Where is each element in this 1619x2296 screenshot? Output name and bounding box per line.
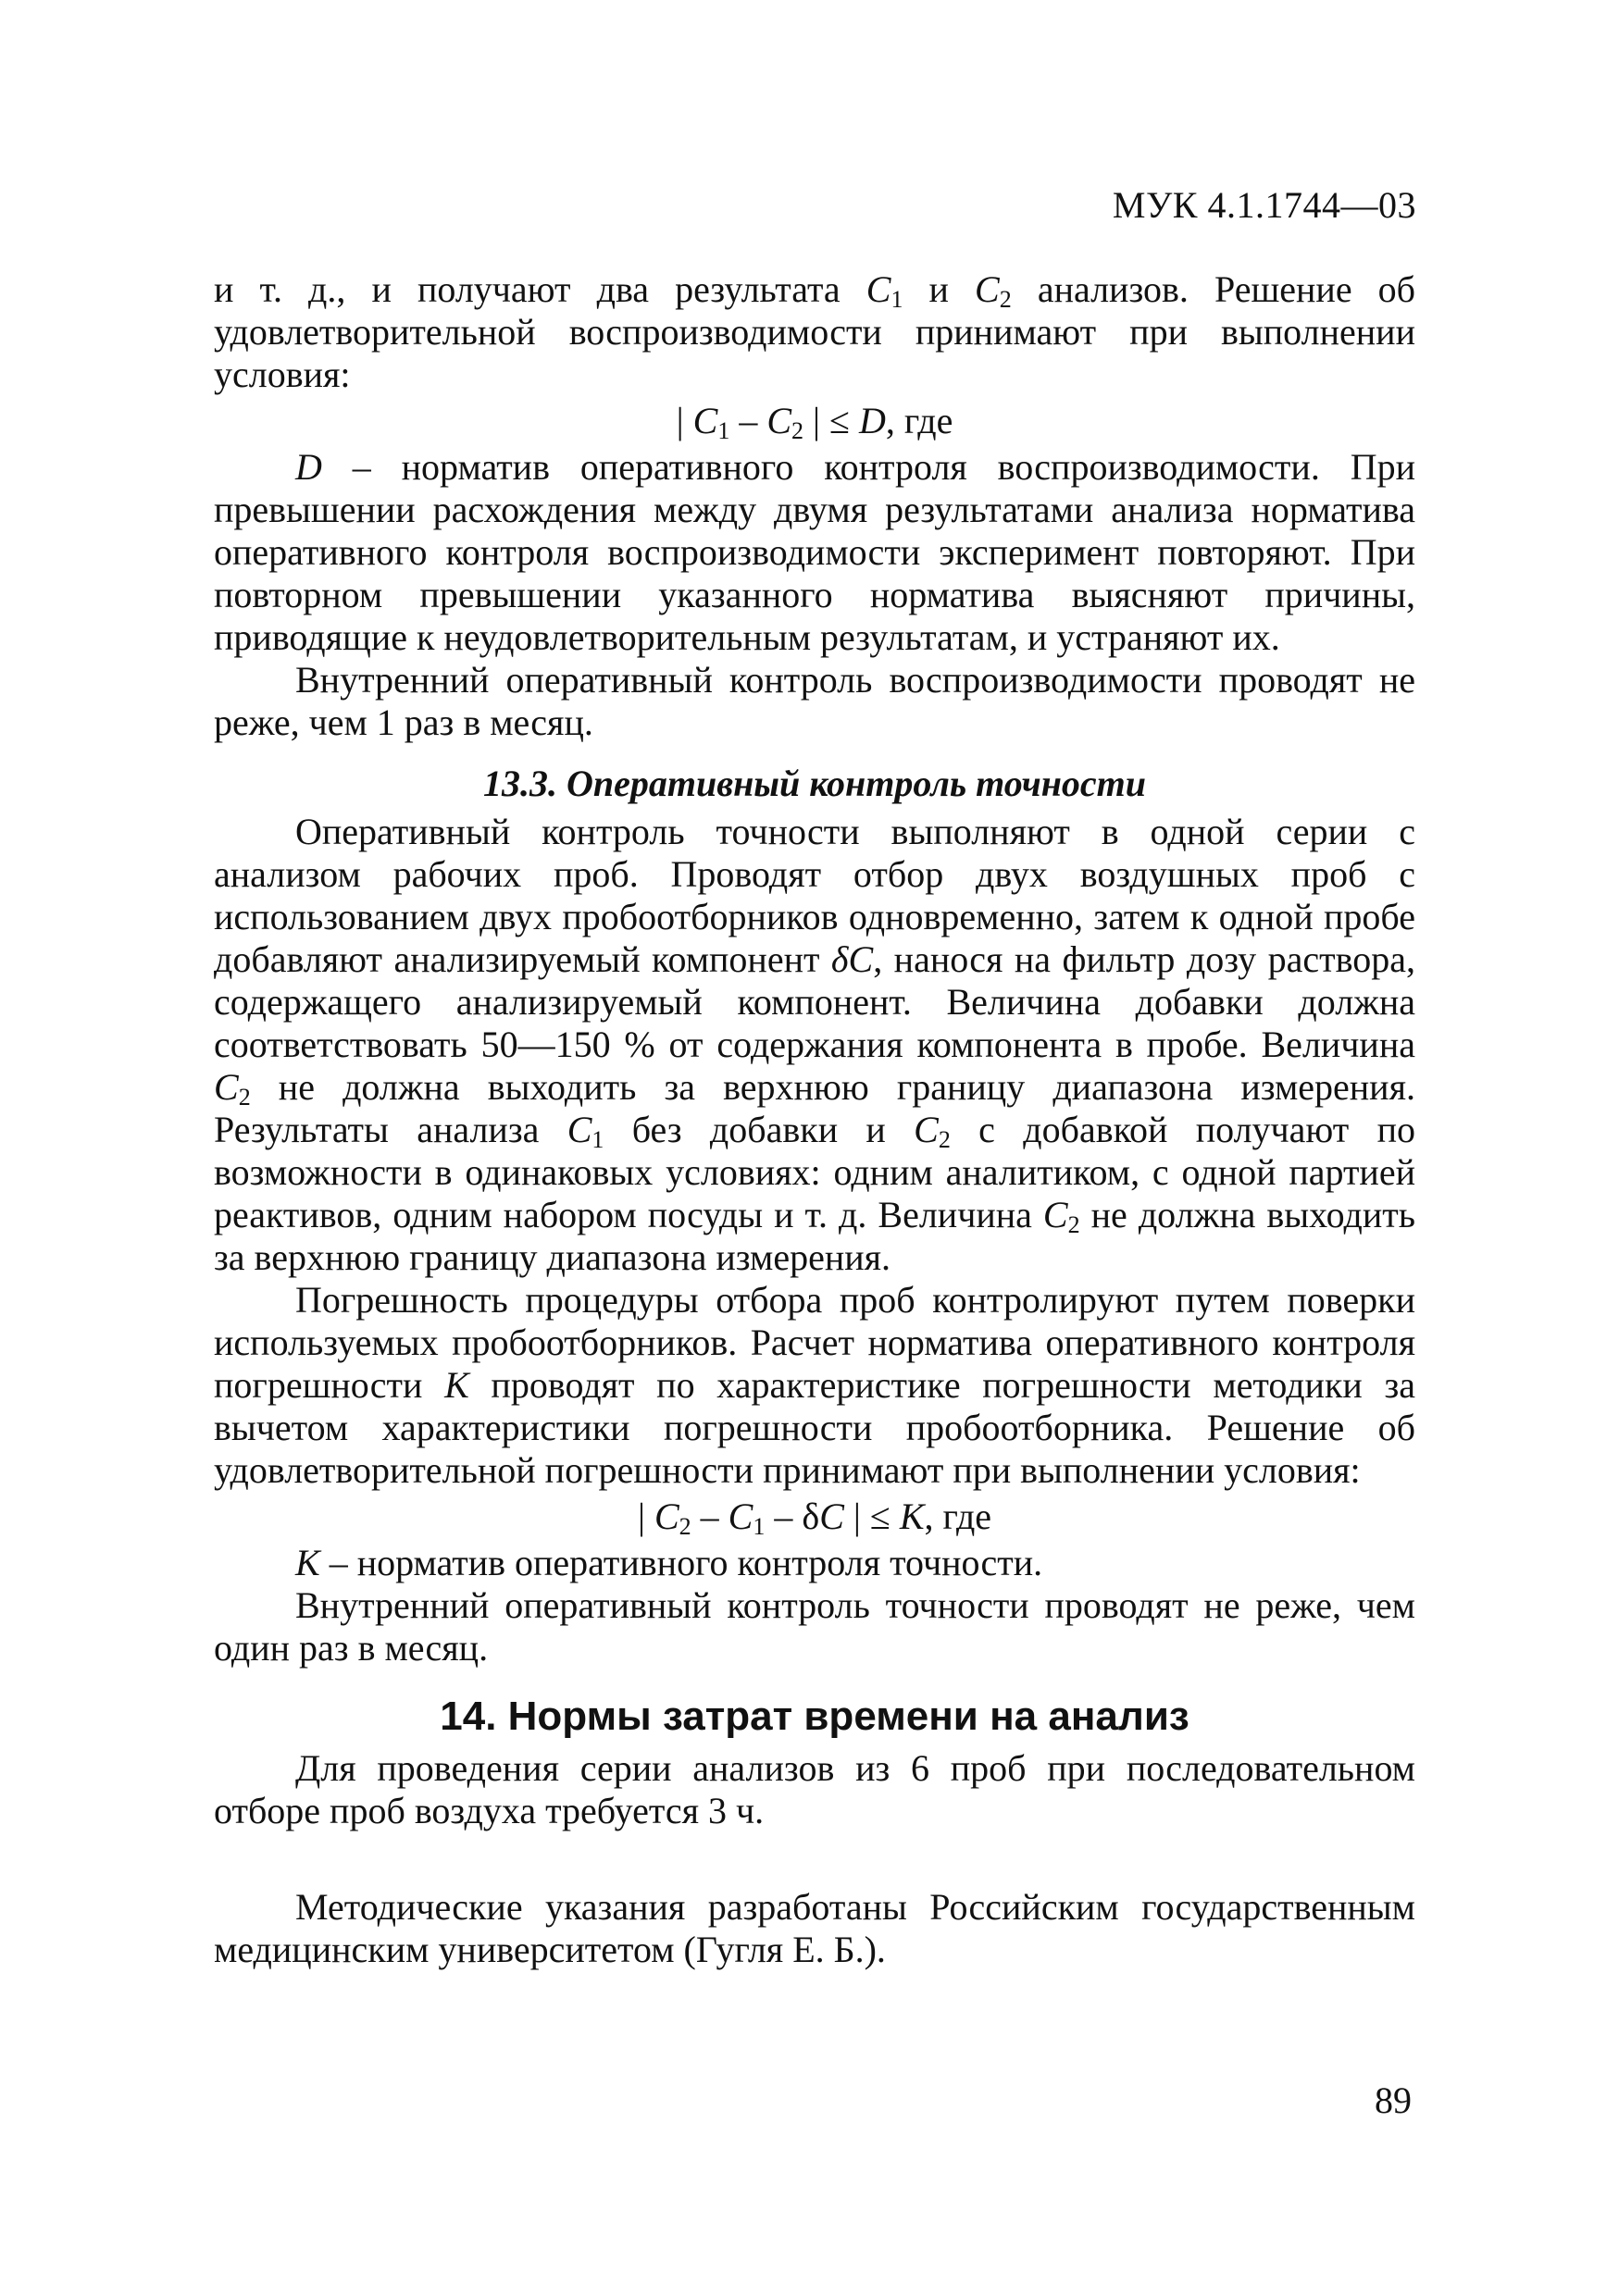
spacer xyxy=(214,1832,1415,1886)
text-span: Оперативный контроль точности выполняют в одной серии с анализом рабочих проб. Проводят отбор двух воздушных проб с использованием двух пробоотборников одновременно, затем к одной пробе добавляют анализируемый компонент xyxy=(214,811,1415,980)
paragraph-reproducibility-frequency: Внутренний оперативный контроль воспроизводимости проводят не реже, чем 1 раз в месяц. xyxy=(214,659,1415,743)
paragraph-d-definition xyxy=(214,446,1415,659)
var-k: K xyxy=(899,1496,925,1537)
var-c: C xyxy=(728,1496,753,1537)
text-span: не должна выходить за верхнюю границу диапазона измерения. xyxy=(214,1194,1415,1278)
page-number: 89 xyxy=(1375,2079,1412,2121)
subscript: 1 xyxy=(592,1126,604,1153)
subscript: 2 xyxy=(791,417,803,444)
var-c: C xyxy=(692,400,718,441)
formula-accuracy xyxy=(214,1496,1415,1538)
text-span: , нанося на фильтр дозу раствора, содержащего анализируемый компонент. Величина добавки должна соответствовать 50—150 % от содержания компонента в пробе. Величина xyxy=(214,938,1415,1065)
paragraph-sampling-error xyxy=(214,1279,1415,1492)
paragraph-accuracy-frequency: Внутренний оперативный контроль точности проводят не реже, чем один раз в месяц. xyxy=(214,1584,1415,1669)
var-d: D xyxy=(858,400,886,441)
text-span: и т. д., и получают два результата xyxy=(214,268,866,310)
subsection-heading: 13.3. Оперативный контроль точности xyxy=(482,763,1147,804)
var-c: C xyxy=(567,1109,592,1150)
paragraph-k-definition xyxy=(214,1542,1415,1584)
paragraph-authors: Методические указания разработаны Российским государственным медицинским университетом (Гугля Е. Б.). xyxy=(214,1886,1415,1970)
var-d: D xyxy=(295,446,322,488)
subscript: 1 xyxy=(753,1513,766,1540)
subscript: 1 xyxy=(890,286,903,313)
text-span: – xyxy=(691,1496,729,1537)
text-span: , где xyxy=(924,1496,992,1537)
var-c: C xyxy=(654,1496,679,1537)
text-span: анализов. Решение об удовлетворительной воспроизводимости принимают при выполнении условия: xyxy=(214,268,1416,395)
subscript: 2 xyxy=(238,1084,251,1111)
var-c: C xyxy=(766,400,791,441)
text-span: Погрешность процедуры отбора проб контролируют путем поверки используемых пробоотборников. Расчет норматива оперативного контроля погрешности xyxy=(214,1279,1415,1406)
paragraph-accuracy-control xyxy=(214,811,1415,1279)
subscript: 1 xyxy=(717,417,730,444)
var-delta-c: δC xyxy=(830,938,874,980)
text-span: не должна выходить за верхнюю границу диапазона измерения. Результаты анализа xyxy=(214,1066,1415,1150)
var-c: C xyxy=(1042,1194,1068,1235)
text-span: , где xyxy=(885,400,953,441)
text-span: – δ xyxy=(765,1496,820,1537)
var-k: K xyxy=(444,1364,469,1406)
text-span: – норматив оперативного контроля воспроизводимости. При превышении расхождения между двумя результатами анализа норматива оперативного контроля воспроизводимости эксперимент повторяют. При повторном превышении указанного норматива выясняют причины, приводящие к неудовлетворительным результатам, и устраняют их. xyxy=(214,446,1415,658)
section-heading: 14. Нормы затрат времени на анализ xyxy=(440,1694,1189,1739)
formula-reproducibility xyxy=(214,400,1415,442)
var-c: C xyxy=(914,1109,939,1150)
var-c: C xyxy=(214,1066,239,1108)
paragraph-time-norms: Для проведения серии анализов из 6 проб при последовательном отборе проб воздуха требуется 3 ч. xyxy=(214,1747,1415,1831)
text-span: – норматив оперативного контроля точности. xyxy=(319,1542,1043,1583)
document-header: МУК 4.1.1744—03 xyxy=(1112,184,1416,226)
var-k: K xyxy=(295,1542,320,1583)
text-span: | ≤ xyxy=(803,400,859,441)
subscript: 2 xyxy=(1067,1211,1080,1238)
text-span: | xyxy=(676,400,693,441)
subscript: 2 xyxy=(938,1126,951,1153)
var-c: C xyxy=(975,268,1000,310)
text-span: с добавкой получают по возможности в одинаковых условиях: одним аналитиком, с одной партией реактивов, одним набором посуды и т. д. Величина xyxy=(214,1109,1415,1235)
text-span: без добавки и xyxy=(604,1109,915,1150)
var-c: C xyxy=(819,1496,844,1537)
var-c: C xyxy=(866,268,891,310)
document-body xyxy=(214,268,1415,1971)
subscript: 2 xyxy=(679,1513,691,1540)
text-span: | ≤ xyxy=(843,1496,900,1537)
text-span: проводят по характеристике погрешности методики за вычетом характеристики погрешности пробоотборника. Решение об удовлетворительной погрешности принимают при выполнении условия: xyxy=(214,1364,1415,1491)
text-span: и xyxy=(903,268,976,310)
text-span: – xyxy=(729,400,767,441)
paragraph-results xyxy=(214,268,1415,396)
subscript: 2 xyxy=(999,286,1012,313)
text-span: | xyxy=(637,1496,654,1537)
